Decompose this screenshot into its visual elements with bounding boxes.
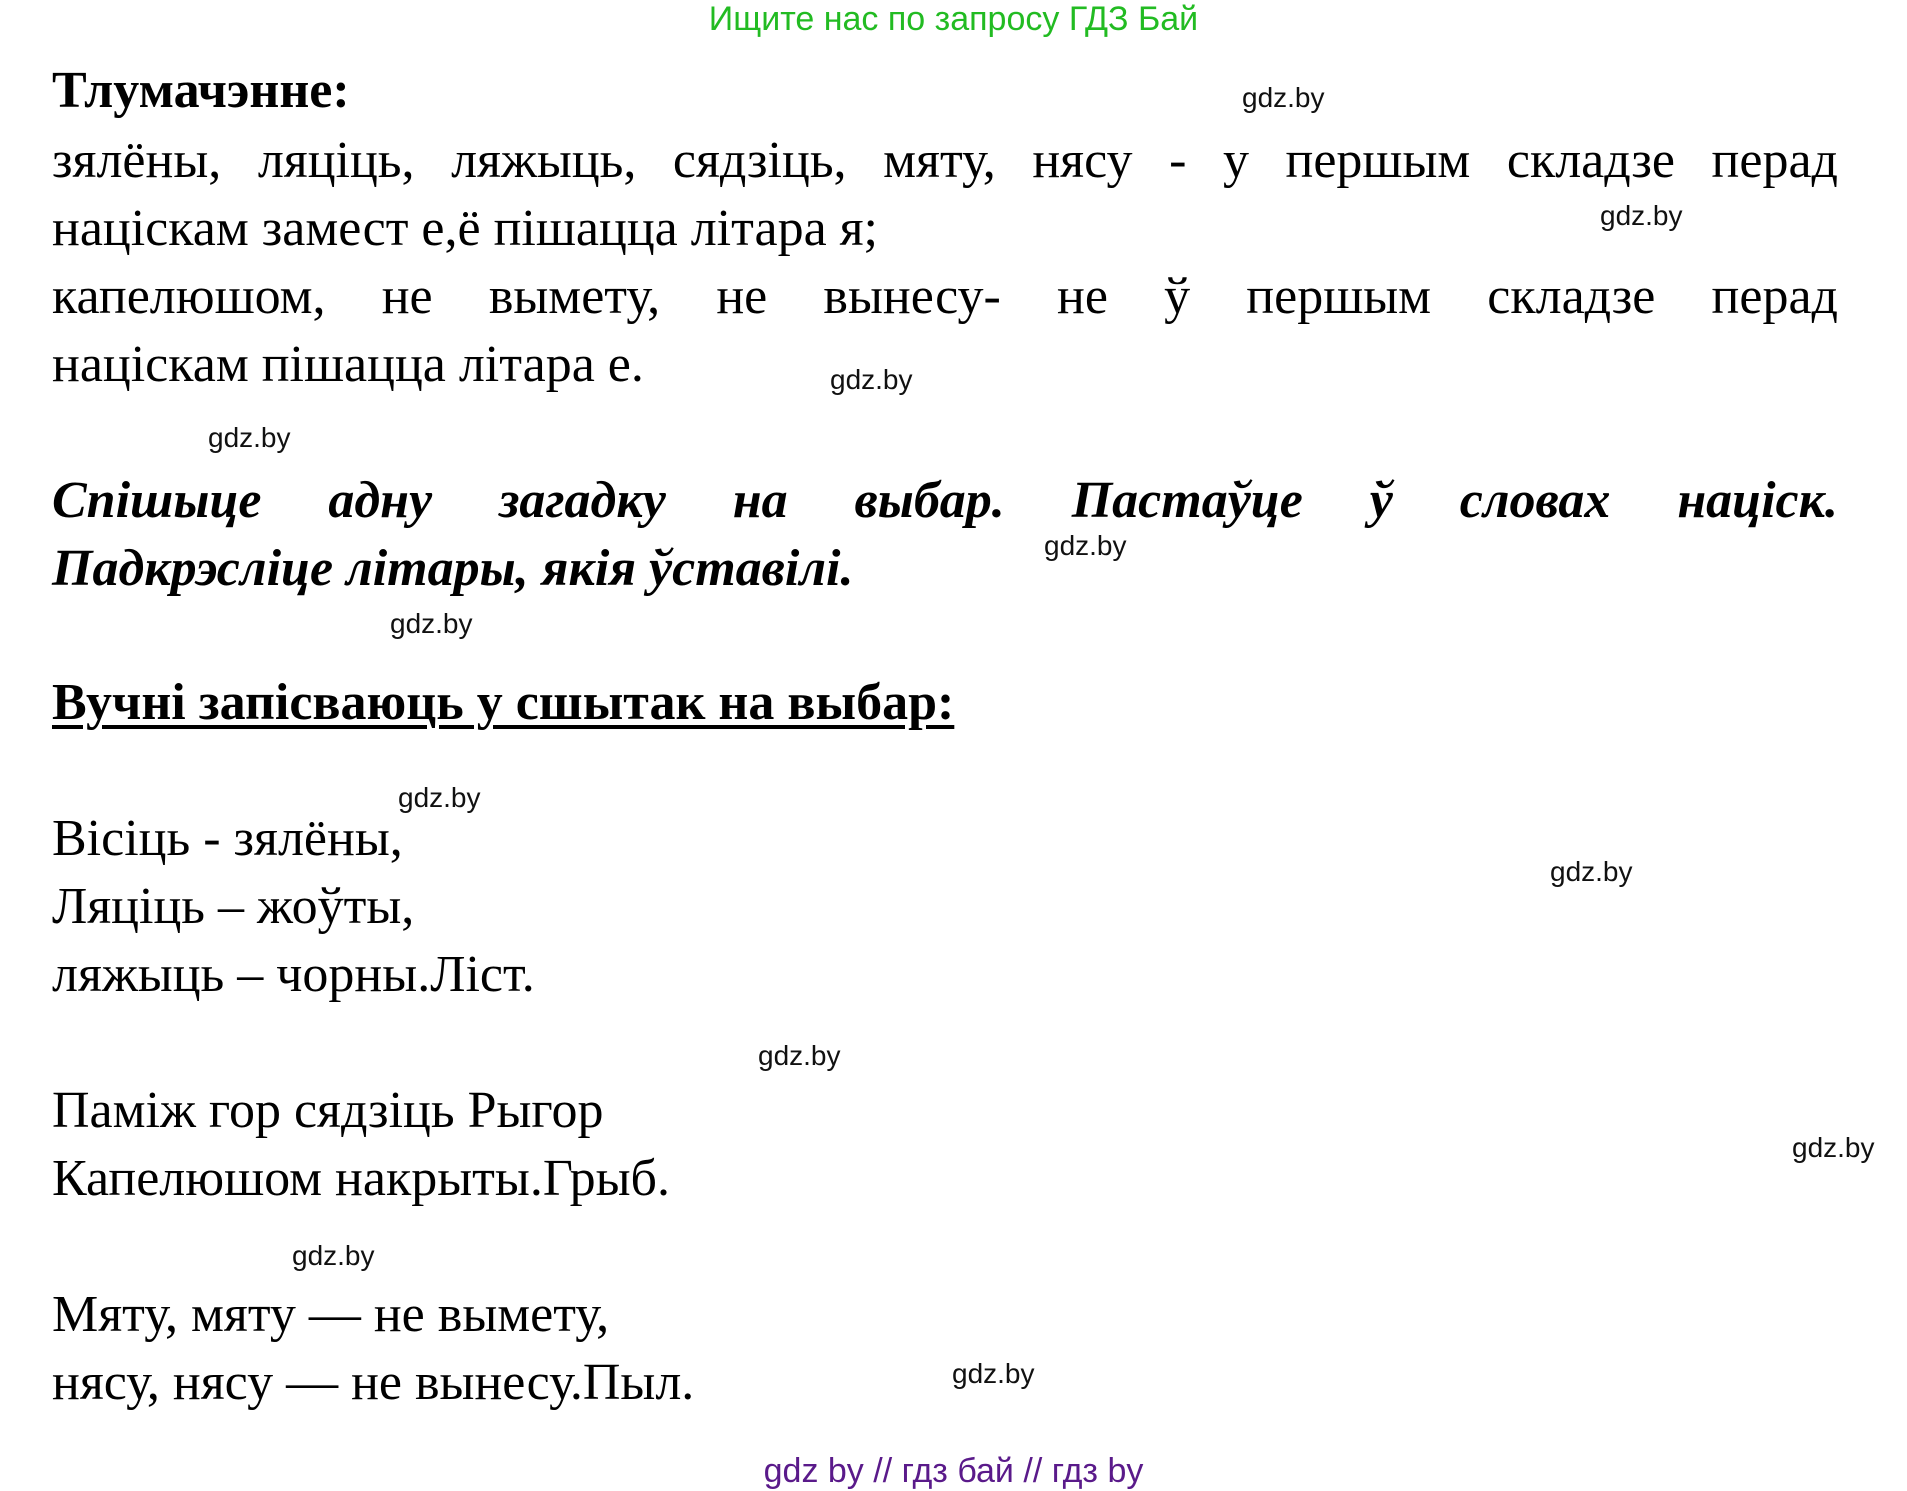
watermark: gdz.by [758,1040,841,1071]
riddle-1-line-3: ляжыць – чорны.Ліст. [52,946,535,1003]
watermark: gdz.by [830,364,913,395]
watermark: gdz.by [398,782,481,813]
task-line-2: Падкрэсліце літары, якія ўставілі. [52,540,854,597]
explanation-line-4: націскам пішацца літара е. [52,336,644,393]
riddle-2-line-1: Паміж гор сядзіць Рыгор [52,1082,604,1139]
watermark: gdz.by [1792,1132,1875,1163]
watermark: gdz.by [1044,530,1127,561]
riddle-2-line-2: Капелюшом накрыты.Грыб. [52,1150,671,1207]
watermark: gdz.by [208,422,291,453]
watermark: gdz.by [1550,856,1633,887]
riddle-1-line-2: Ляціць – жоўты, [52,878,415,935]
watermark: gdz.by [1600,200,1683,231]
search-hint-link[interactable]: Ищите нас по запросу ГДЗ Бай [708,0,1199,38]
riddle-1-line-1: Вісіць - зялёны, [52,810,403,867]
explanation-line-2: націскам замест е,ё пішацца літара я; [52,200,879,257]
section-heading: Вучні запісваюць у сшытак на выбар: [52,674,955,731]
watermark: gdz.by [1242,82,1325,113]
watermark: gdz.by [952,1358,1035,1389]
explanation-line-3: капелюшом, не вымету, не вынесу- не ў першым складзе перад [52,268,1838,325]
riddle-3-line-2: нясу, нясу — не вынесу.Пыл. [52,1354,695,1411]
riddle-3-line-1: Мяту, мяту — не вымету, [52,1286,610,1343]
watermark: gdz.by [390,608,473,639]
task-line-1: Спішыце адну загадку на выбар. Пастаўце ў словах націск. [52,472,1838,529]
explanation-line-1: зялёны, ляціць, ляжыць, сядзіць, мяту, нясу - у першым складзе перад [52,132,1838,189]
watermark: gdz.by [292,1240,375,1271]
explanation-title: Тлумачэнне: [52,62,350,119]
footer-links[interactable]: gdz by // гдз бай // гдз by [763,1452,1144,1490]
